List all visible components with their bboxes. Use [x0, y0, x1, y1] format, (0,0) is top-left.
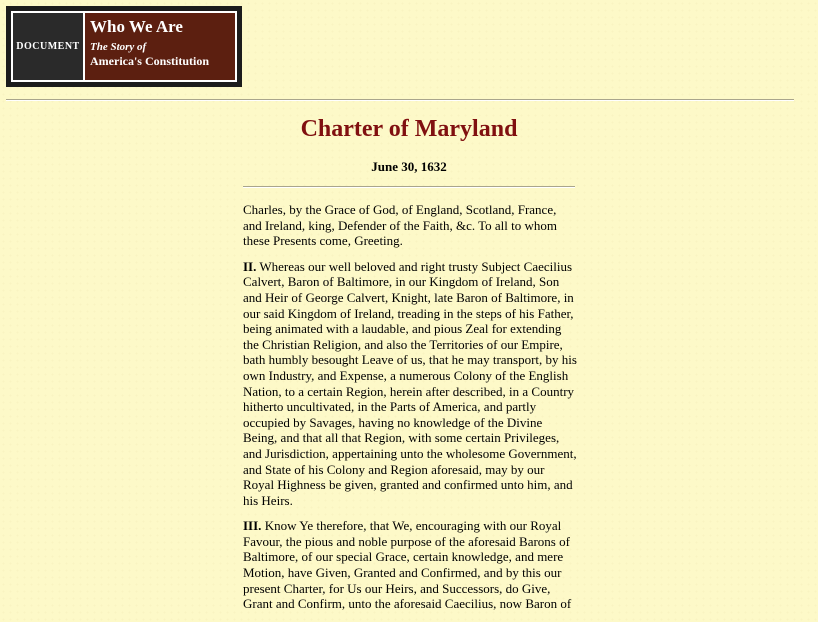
paragraph-1-text: Charles, by the Grace of God, of England, Scotland, France, and Ireland, king, Defender of the Faith, &c. To all to whom these Presents come, Greeting.: [243, 202, 558, 249]
document-label-box: [13, 13, 85, 80]
paragraph-2: [243, 259, 577, 509]
paragraph-3: [243, 518, 577, 612]
paragraph-3-text: Know Ye therefore, that We, encouraging with our Royal Favour, the pious and noble purpose of the aforesaid Barons of Baltimore, of our special Grace, certain knowledge, and mere Motion, have Given, Granted and Confirmed, and by this our present Charter, for Us our Heirs, and Successors, do Give, Grant and Confirm, unto the aforesaid Caecilius, now Baron of: [243, 518, 572, 612]
document-date: June 30, 1632: [371, 159, 447, 174]
document-body: [243, 202, 577, 622]
header-divider: [6, 99, 794, 101]
banner-title-box: [85, 13, 235, 80]
paragraph-1: [243, 202, 577, 249]
paragraph-2-text: Whereas our well beloved and right trusty Subject Caecilius Calvert, Baron of Baltimore, in our Kingdom of Ireland, Son and Heir of George Calvert, Knight, late Baron of Baltimore, in our said Kingdom of Ireland, treading in the steps of his Father, being animated with a laudable, and pious Zeal for extending the Christian Religion, and also the Territories of our Empire, bath humbly besought Leave of us, that he may transport, by his own Industry, and Expense, a numerous Colony of the English Nation, to a certain Region, herein after described, in a Country hitherto uncultivated, in the Parts of America, and partly occupied by Savages, having no knowledge of the Divine Being, and that all that Region, with some certain Privileges, and Jurisdiction, appertaining unto the wholesome Government, and State of his Colony and Region aforesaid, may by our Royal Highness be given, granted and confirmed unto him, and his Heirs.: [243, 258, 577, 508]
paragraph-2-number: II.: [243, 258, 257, 274]
banner-frame: [11, 11, 237, 82]
banner-subtitle-line1: The Story of: [90, 41, 147, 53]
banner-title: Who We Are: [90, 17, 183, 36]
page-title: Charter of Maryland: [300, 116, 518, 142]
site-banner[interactable]: [6, 6, 242, 87]
title-divider: [243, 186, 575, 188]
banner-subtitle-line2: America's Constitution: [90, 54, 209, 68]
paragraph-3-number: III.: [243, 518, 262, 534]
document-label: DOCUMENT: [16, 41, 80, 52]
